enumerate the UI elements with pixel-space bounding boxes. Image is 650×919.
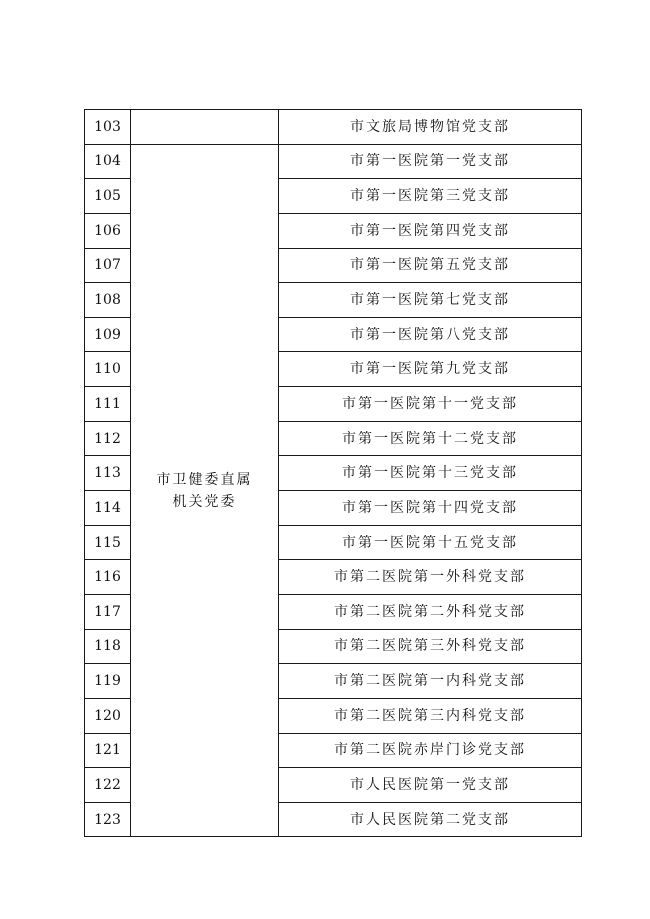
row-number: 105 [85, 179, 131, 214]
row-number: 108 [85, 283, 131, 318]
row-number: 113 [85, 456, 131, 491]
branch-name: 市第二医院第一内科党支部 [279, 664, 582, 699]
row-number: 115 [85, 525, 131, 560]
branch-name: 市第一医院第一党支部 [279, 144, 582, 179]
row-number: 123 [85, 802, 131, 837]
row-number: 107 [85, 248, 131, 283]
row-number: 120 [85, 698, 131, 733]
row-number: 109 [85, 317, 131, 352]
parent-org-line: 市卫健委直属 [156, 471, 253, 488]
branch-name: 市第一医院第七党支部 [279, 283, 582, 318]
branch-name: 市人民医院第一党支部 [279, 768, 582, 803]
row-number: 121 [85, 733, 131, 768]
row-number: 122 [85, 768, 131, 803]
branch-name: 市第一医院第十二党支部 [279, 421, 582, 456]
parent-org-cell [131, 110, 279, 145]
branch-name: 市第一医院第九党支部 [279, 352, 582, 387]
row-number: 106 [85, 213, 131, 248]
branch-name: 市第一医院第十三党支部 [279, 456, 582, 491]
party-branch-table [84, 109, 582, 837]
row-number: 119 [85, 664, 131, 699]
branch-name: 市第二医院第一外科党支部 [279, 560, 582, 595]
row-number: 111 [85, 387, 131, 422]
branch-name: 市第二医院第二外科党支部 [279, 594, 582, 629]
table-row [85, 110, 582, 145]
branch-name: 市第二医院赤岸门诊党支部 [279, 733, 582, 768]
row-number: 104 [85, 144, 131, 179]
row-number: 116 [85, 560, 131, 595]
branch-name: 市第二医院第三内科党支部 [279, 698, 582, 733]
branch-name: 市第一医院第三党支部 [279, 179, 582, 214]
table-row [85, 144, 582, 179]
branch-name: 市第一医院第五党支部 [279, 248, 582, 283]
row-number: 103 [85, 110, 131, 145]
row-number: 112 [85, 421, 131, 456]
branch-name: 市第一医院第十五党支部 [279, 525, 582, 560]
branch-name: 市第二医院第三外科党支部 [279, 629, 582, 664]
branch-name: 市第一医院第十一党支部 [279, 387, 582, 422]
table-body [85, 110, 582, 837]
branch-name: 市第一医院第十四党支部 [279, 491, 582, 526]
row-number: 117 [85, 594, 131, 629]
parent-org-cell [131, 144, 279, 837]
row-number: 114 [85, 491, 131, 526]
row-number: 118 [85, 629, 131, 664]
row-number: 110 [85, 352, 131, 387]
branch-name: 市第一医院第四党支部 [279, 213, 582, 248]
parent-org-line: 机关党委 [172, 493, 237, 510]
branch-name: 市文旅局博物馆党支部 [279, 110, 582, 145]
branch-name: 市第一医院第八党支部 [279, 317, 582, 352]
branch-name: 市人民医院第二党支部 [279, 802, 582, 837]
